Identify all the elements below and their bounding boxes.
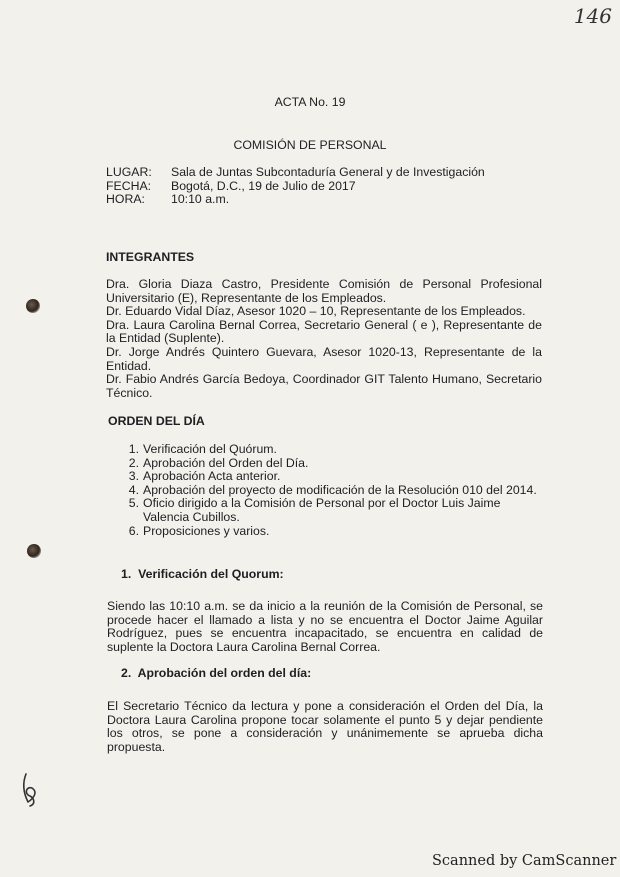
orden-item bbox=[128, 442, 543, 457]
integrantes-heading: INTEGRANTES bbox=[106, 250, 195, 264]
orden-item-text: Aprobación del proyecto de modificación de la Resolución 010 del 2014. bbox=[143, 482, 537, 497]
orden-item-number: 4. bbox=[128, 482, 139, 497]
orden-item-number: 6. bbox=[128, 523, 139, 538]
punch-hole bbox=[27, 544, 41, 558]
section1-heading: 1. Verificación del Quorum: bbox=[121, 567, 284, 581]
orden-item-number: 5. bbox=[128, 496, 139, 511]
handwritten-mark-icon bbox=[16, 770, 48, 810]
orden-item-text: Verificación del Quórum. bbox=[143, 442, 277, 456]
orden-item-number: 1. bbox=[128, 442, 139, 456]
comision-title: COMISIÓN DE PERSONAL bbox=[233, 138, 387, 152]
orden-item bbox=[128, 469, 543, 484]
meta-value: 10:10 a.m. bbox=[171, 192, 230, 207]
meta-row-lugar bbox=[106, 166, 526, 180]
orden-item bbox=[128, 523, 543, 539]
camscanner-watermark: Scanned by CamScanner bbox=[432, 853, 617, 869]
integrantes-list: Dra. Gloria Diaza Castro, Presidente Comisión de Personal Profesional Universitario (E), Representante de los Empleados. Dr. Eduardo Vidal Díaz, Asesor 1020 – 10, Representante de los Empleados. Dra. Laura Carolina Bernal Correa, Secretario General ( e ), Representante de la Entidad (Suplente). Dr. Jorge Andrés Quintero Guevara, Asesor 1020-13, Representante de la Entidad. Dr. Fabio Andrés García Bedoya, Coordinador GIT Talento Humano, Secretario Técnico. bbox=[106, 277, 542, 400]
orden-item-text: Aprobación del Orden del Día. bbox=[143, 455, 309, 470]
handwritten-page-number: 146 bbox=[573, 4, 612, 28]
section2-text: El Secretario Técnico da lectura y pone a consideración el Orden del Día, la Doctora Laura Carolina propone tocar solamente el punto 5 y dejar pendiente los otros, se pone a consideración y unánimemente se aprueba dicha propuesta. bbox=[107, 699, 543, 754]
section1-text: Siendo las 10:10 a.m. se da inicio a la reunión de la Comisión de Personal, se procede hacer el llamado a lista y no se encuentra el Doctor Jaime Aguilar Rodríguez, pues se encuentra incapacitado, se encuentra en calidad de suplente la Doctora Laura Carolina Bernal Correa. bbox=[107, 599, 543, 654]
meta-value: Bogotá, D.C., 19 de Julio de 2017 bbox=[171, 178, 356, 193]
meta-label: LUGAR: bbox=[106, 165, 152, 179]
orden-item-text: Aprobación Acta anterior. bbox=[143, 469, 281, 484]
orden-item-text: Oficio dirigido a la Comisión de Personal por el Doctor Luis Jaime Valencia Cubillos. bbox=[143, 496, 501, 524]
orden-item-number: 3. bbox=[128, 469, 139, 484]
orden-item bbox=[128, 496, 508, 524]
meta-label: FECHA: bbox=[106, 178, 152, 193]
orden-item-text: Proposiciones y varios. bbox=[143, 523, 270, 538]
meta-row-hora bbox=[106, 193, 526, 207]
orden-item bbox=[128, 455, 543, 471]
meta-row-fecha bbox=[106, 180, 526, 194]
acta-title: ACTA No. 19 bbox=[274, 95, 346, 109]
meta-label: HORA: bbox=[106, 192, 145, 207]
meeting-meta bbox=[106, 166, 526, 207]
orden-list bbox=[128, 442, 543, 538]
orden-item bbox=[128, 482, 543, 498]
orden-item-number: 2. bbox=[128, 455, 139, 470]
punch-hole bbox=[26, 299, 40, 313]
meta-value: Sala de Juntas Subcontaduría General y de Investigación bbox=[171, 165, 485, 179]
orden-heading: ORDEN DEL DÍA bbox=[108, 414, 205, 428]
section2-heading: 2. Aprobación del orden del día: bbox=[121, 666, 312, 680]
